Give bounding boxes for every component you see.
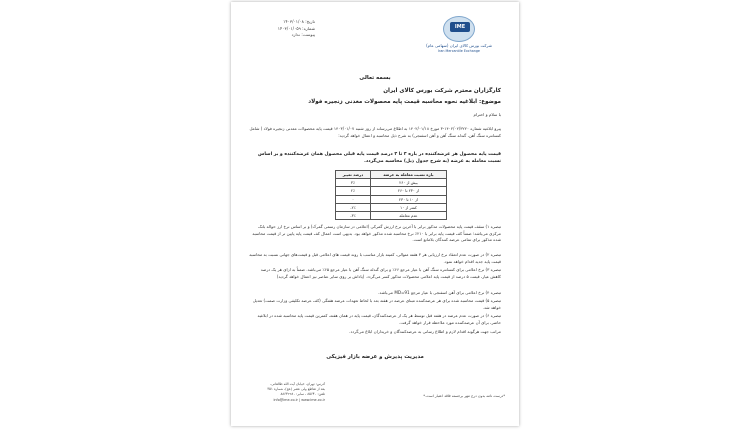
- note-2: تبصره ۲) در صورت عدم انعقاد نرخ ارزیابی هر ۳ هفته متوالی، کمیته بازار مناسب با روند قیمت های اعلامی قبل و قیمت‌های جهانی نسبت به محاسبه قیمت پایه جدید اقدام خواهد نمود.: [249, 252, 501, 264]
- footer-address: [243, 382, 325, 403]
- attachment-line: پیوست: ندارد: [291, 32, 315, 38]
- date-line: تاریخ: ۱۴۰۳/۰۱/۰۸: [283, 19, 315, 24]
- logo-mark: IME: [450, 22, 470, 32]
- table-cell: کمتر از ۱۰: [370, 203, 446, 211]
- number-line: شماره: ۱۴۰۳/۰۱/۰۵۹: [277, 25, 315, 31]
- table-row: [336, 195, 447, 203]
- footer-address-line: آدرس: تهران، خیابان آیت الله طالقانی،: [270, 382, 325, 386]
- letter-page: [231, 2, 519, 426]
- note-3: تبصره ۳) نرخ اعلامی برای کنسانتره سنگ آهن با عیار مرجع ۶۶٪ و برای گندله سنگ آهن با عیار مرجع ۶۵٪ می‌باشد. ضمناً به ازای هر یک درصد کاهش عیار، قیمت ۵ درصد از قیمت پایه اعلامی محصولات مذکور کسر می‌گردد. (پاداش بر روی سایر عناصر نیز اعمال خواهد گردید): [260, 267, 501, 279]
- subject: موضوع: ابلاغیه نحوه محاسبه قیمت پایه محصولات معدنی زنجیره فولاد: [308, 99, 501, 105]
- note-5: تبصره ۵) قیمت محاسبه شده برای هر عرضه‌کننده مبنای عرضه در هفته بعد با لحاظ تعهدات عرضه هفتگی (کف عرضه تکلیفی وزارت صمت) تعدیل خواهد شد.: [252, 298, 501, 310]
- change-rate-table: [335, 170, 447, 220]
- logo-text-en: Iran Mercantile Exchange: [438, 49, 480, 53]
- table-cell: ۲٪-: [336, 203, 371, 211]
- table-cell: بیش از ۲۶۰: [370, 179, 446, 187]
- table-row: [336, 187, 447, 195]
- basmala: بسمه تعالی: [359, 75, 391, 81]
- note-4: تبصره ۴) نرخ اعلامی برای آهن اسفنجی با عیار مرجع MD=91 می‌باشد.: [378, 290, 501, 295]
- closing-line: مراتب جهت هرگونه اقدام لازم و اطلاع رسانی به عرضه‌کنندگان و خریداران ابلاغ می‌گردد.: [349, 329, 501, 334]
- signature: مدیریت پذیرش و عرضه بازار فیزیکی: [326, 354, 424, 360]
- table-cell: ۲٪: [336, 187, 371, 195]
- note-1: تبصره ۱) سقف قیمت پایه محصولات مذکور برابر با آخرین نرخ ارزش گمرکی (اعلامی در سازمان رسمی گمرک) و بر اساس نرخ ارز حواله بانک مرکزی می‌باشد؛ ضمناً کف قیمت پایه برابر با ۲۱۰٪ نرخ محاسبه شده مذکور خواهد بود. بدیهی است اعمال کف قیمت پایه پایین تر از قیمت محاسبه شده مذکور برای تمامی عرضه کنندگان بلامانع است.: [252, 224, 501, 243]
- table-header-row: [336, 171, 447, 179]
- table-row: [336, 179, 447, 187]
- table-header-cell: درصد تغییر: [336, 171, 371, 179]
- letter-meta: [245, 19, 315, 39]
- table-cell: ۳٪-: [336, 211, 371, 219]
- table-cell: از ۱۰ تا ۲۳۰: [370, 195, 446, 203]
- table-cell: ۳٪: [336, 179, 371, 187]
- note-6: تبصره ۶) در صورت عدم عرضه در هفته قبل توسط هر یک از عرضه‌کنندگان، قیمت پایه در همان هفته، کمترین قیمت پایه محاسبه شده در ابلاغیه حاضر، برای آن عرضه‌کننده مورد ملاحظه قرار خواهد گرفت.: [257, 313, 501, 325]
- greeting: با سلام و احترام: [473, 112, 501, 117]
- addressee: کارگزاران محترم شرکت بورس کالای ایران: [383, 88, 501, 94]
- table-row: [336, 203, 447, 211]
- footer-note: *درست نامه بدون درج مهر برجسته فاقد اعتبار است.*: [423, 394, 505, 398]
- table-row: [336, 211, 447, 219]
- table-header-cell: بازه نسبت معامله به عرضه: [370, 171, 446, 179]
- footer-address-line: بعد از تقاطع ولی عصر (عج)، شماره ۳۵۱: [267, 387, 325, 392]
- company-logo: [419, 16, 499, 56]
- table-cell: از ۲۳۰ تا ۲۶۰: [370, 187, 446, 195]
- table-cell: ۰: [336, 195, 371, 203]
- rule-paragraph: قیمت پایه محصول هر عرضه‌کننده در بازه ۳ تا ۳ درصد قیمت پایه قبلی محصول همان عرضه‌کننده و بر اساس نسبت معامله به عرضه (به شرح جدول ذیل) محاسبه می‌گردد.: [257, 152, 501, 165]
- footer-web: info@ime.co.ir | www.ime.co.ir: [273, 397, 325, 402]
- footer-phone: تلفن: ۸۵۶۴۰ ، نمابر: ۸۸۶۴۲۲۸۰: [280, 392, 325, 397]
- table-cell: عدم معامله: [370, 211, 446, 219]
- logo-text-fa: شرکت بورس کالای ایران (سهامی عام): [426, 43, 492, 48]
- intro-paragraph: پیرو ابلاغیه شماره ۱۴۰۲/۰۲/۳۲۲۰-۳ مورخ ۱۴۰۲/۰۱/۱۸ به اطلاع می‌رساند از روز شنبه ۱۴۰۳/۰۱/۰۷ قیمت پایه محصولات معدنی زنجیره فولاد ( شامل کنسانتره سنگ آهن، گندله سنگ آهن و آهن اسفنجی) به شرح ذیل محاسبه و اعمال خواهد گردید:: [249, 126, 501, 138]
